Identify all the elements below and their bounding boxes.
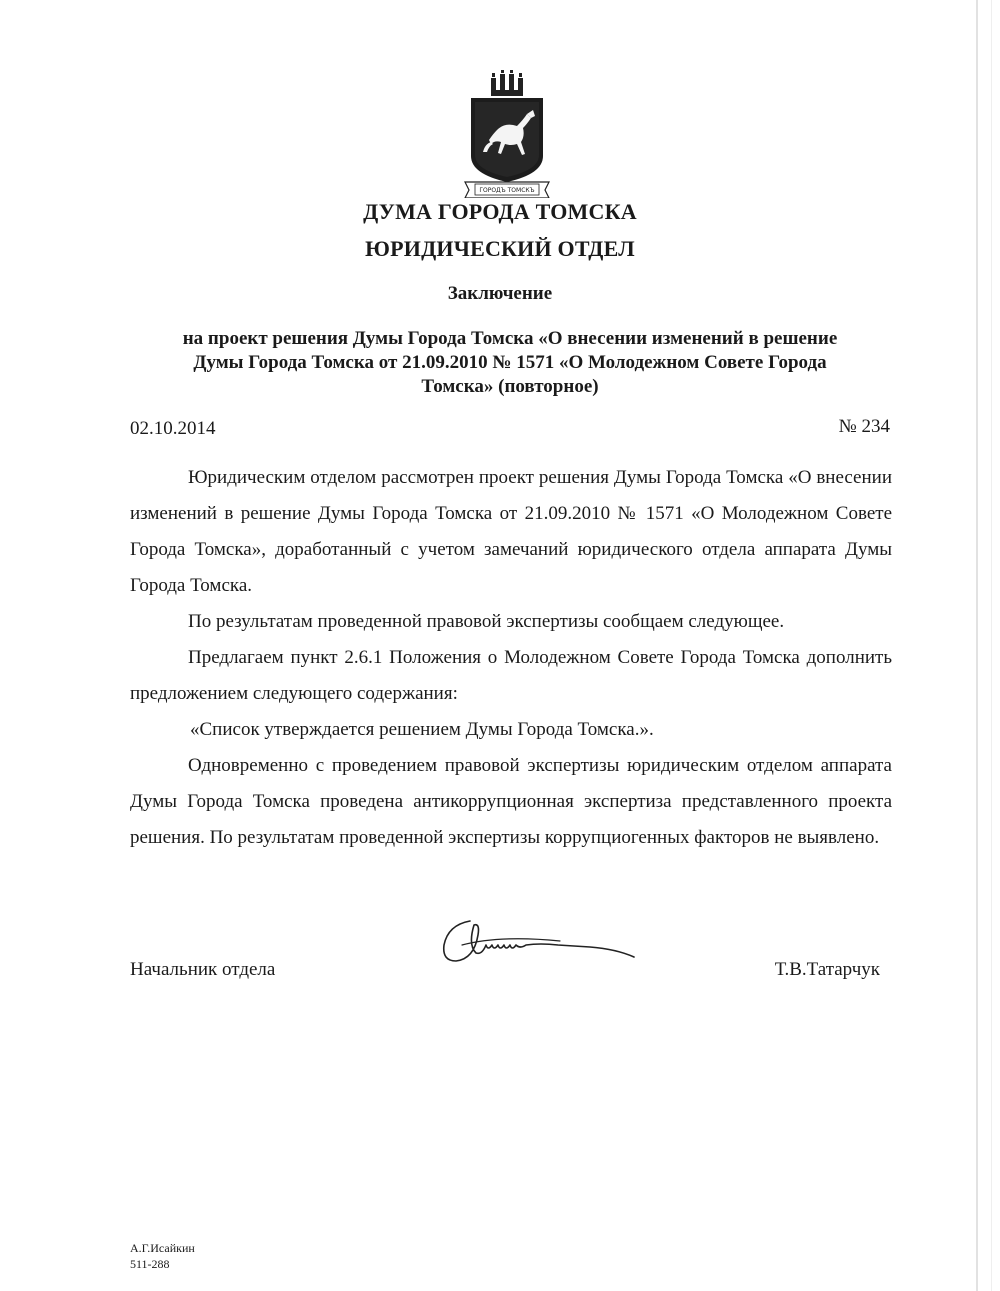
body-paragraph: Одновременно с проведением правовой экспертизы юридическим отделом аппарата Думы Города Томска проведена антикоррупционная экспертиза представленного проекта решения. По результатам проведенной экспертизы коррупциогенных факторов не выявлено. bbox=[130, 755, 892, 848]
signatory-role: Начальник отдела bbox=[130, 959, 276, 980]
signatory-name: Т.В.Татарчук bbox=[774, 959, 880, 980]
executor-phone: 511-288 bbox=[130, 1257, 170, 1271]
document-number: № 234 bbox=[838, 416, 890, 437]
body-paragraph: По результатам проведенной правовой экспертизы сообщаем следующее. bbox=[188, 611, 785, 632]
document-date: 02.10.2014 bbox=[130, 418, 216, 439]
scan-edge-line bbox=[991, 0, 992, 1291]
svg-text:ГОРОДЪ ТОМСКЪ: ГОРОДЪ ТОМСКЪ bbox=[479, 187, 535, 194]
executor-info bbox=[130, 1240, 195, 1272]
department-heading: ЮРИДИЧЕСКИЙ ОТДЕЛ bbox=[365, 236, 635, 261]
body-paragraph: Предлагаем пункт 2.6.1 Положения о Молодежном Совете Города Томска дополнить предложением следующего содержания: bbox=[130, 647, 892, 704]
tomsk-coat-of-arms-icon bbox=[461, 70, 553, 198]
handwritten-signature-icon bbox=[440, 915, 640, 973]
scan-edge-line bbox=[976, 0, 978, 1291]
org-name-heading: ДУМА ГОРОДА ТОМСКА bbox=[363, 199, 637, 224]
subject-line: Думы Города Томска от 21.09.2010 № 1571 «О Молодежном Совете Города bbox=[193, 352, 827, 373]
quoted-sentence: «Список утверждается решением Думы Города Томска.». bbox=[190, 719, 654, 740]
executor-name: А.Г.Исайкин bbox=[130, 1241, 195, 1255]
body-paragraph: Юридическим отделом рассмотрен проект решения Думы Города Томска «О внесении изменений в решение Думы Города Томска от 21.09.2010 № 1571 «О Молодежном Совете Города Томска», доработанный с учетом замечаний юридического отдела аппарата Думы Города Томска. bbox=[130, 467, 892, 596]
document-body bbox=[130, 460, 892, 856]
document-subject bbox=[130, 327, 890, 399]
subject-line: Томска» (повторное) bbox=[421, 376, 599, 397]
document-type-title: Заключение bbox=[447, 283, 553, 304]
subject-line: на проект решения Думы Города Томска «О внесении изменений в решение bbox=[182, 328, 838, 349]
